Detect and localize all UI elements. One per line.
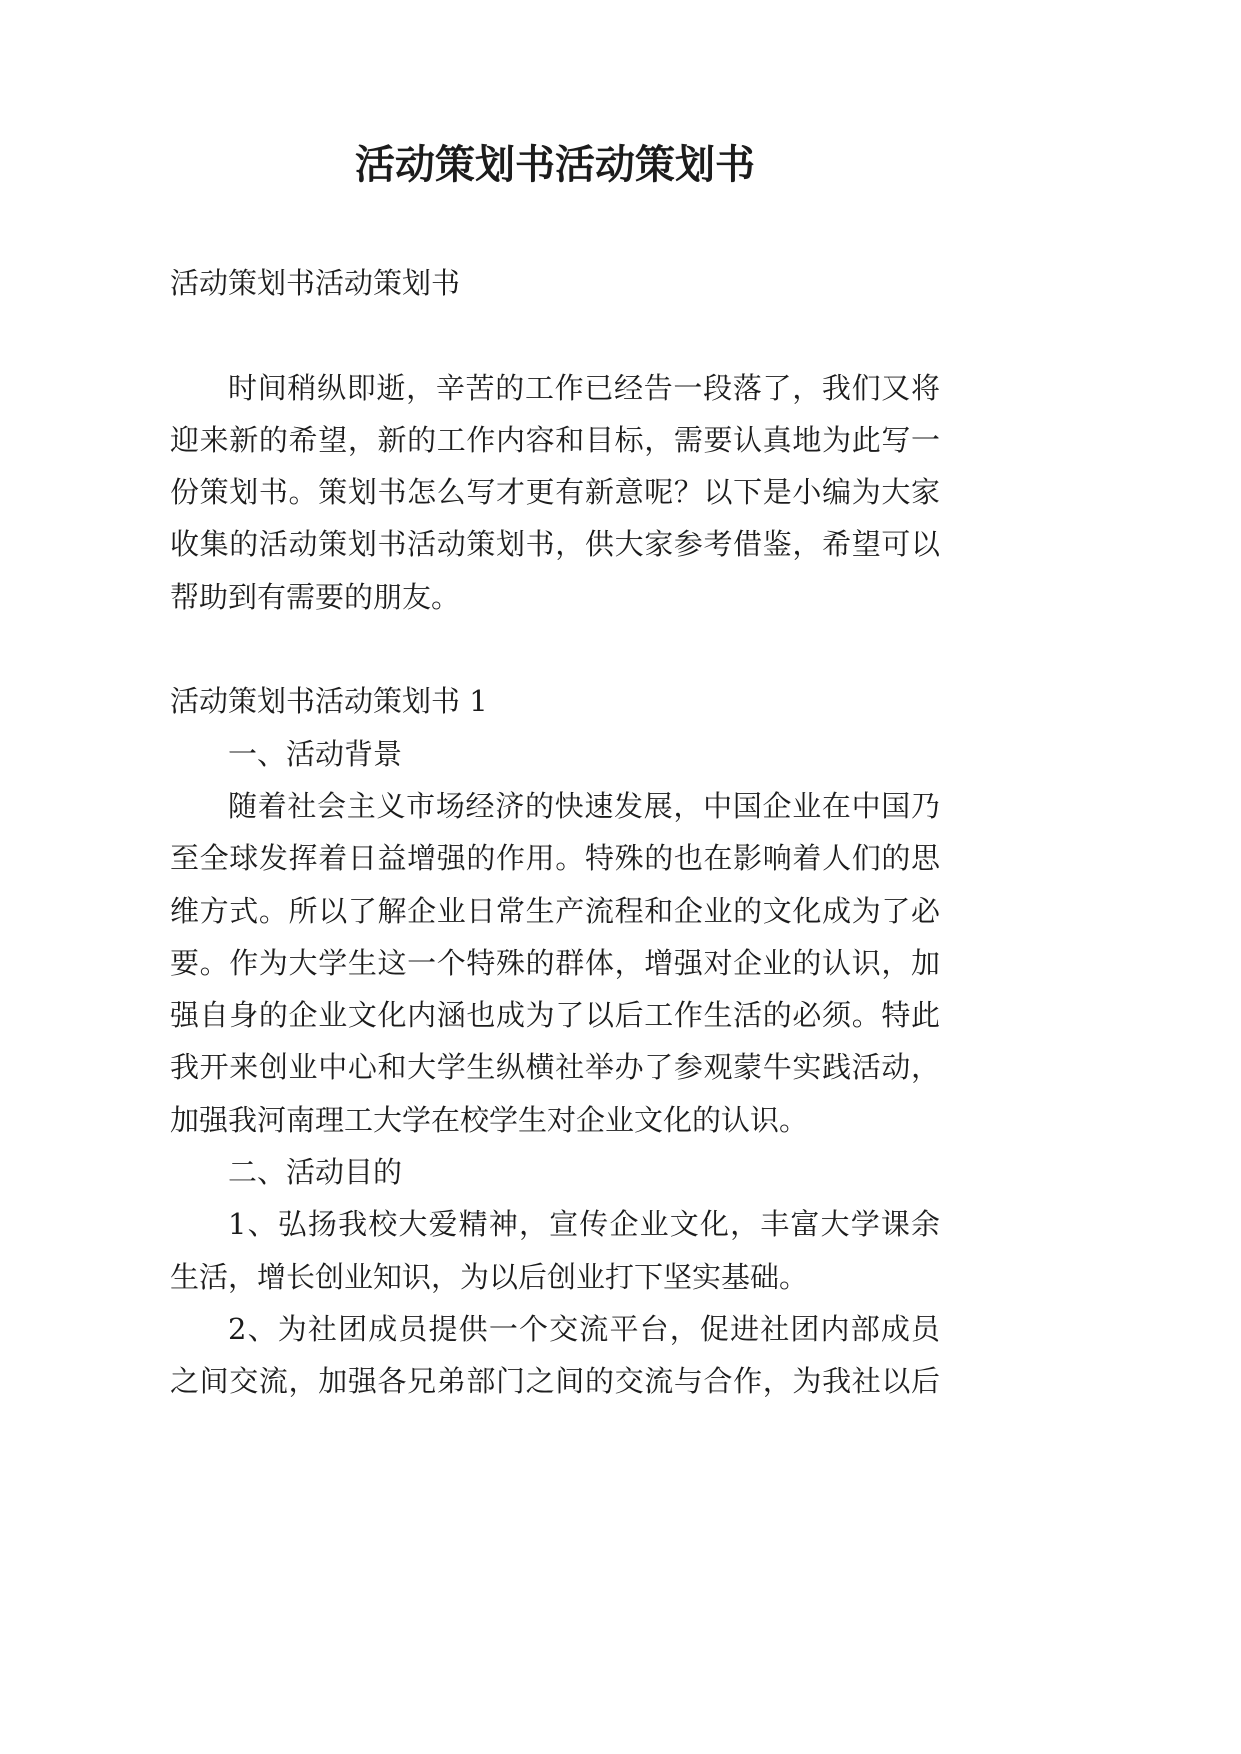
- text-line: 随着社会主义市场经济的快速发展，中国企业在中国乃: [228, 788, 940, 823]
- text-line: 维方式。所以了解企业日常生产流程和企业的文化成为了必: [170, 893, 940, 928]
- text-line: 帮助到有需要的朋友。: [170, 579, 461, 614]
- text-line: 加强我河南理工大学在校学生对企业文化的认识。: [170, 1102, 809, 1137]
- text-line: 1、弘扬我校大爱精神，宣传企业文化，丰富大学课余: [228, 1207, 940, 1242]
- text-line: 时间稍纵即逝，辛苦的工作已经告一段落了，我们又将: [228, 370, 940, 405]
- document-subtitle: 活动策划书活动策划书: [170, 266, 461, 300]
- text-line: 迎来新的希望，新的工作内容和目标，需要认真地为此写一: [170, 422, 940, 457]
- text-line: 份策划书。策划书怎么写才更有新意呢？以下是小编为大家: [170, 475, 940, 510]
- text-line: 我开来创业中心和大学生纵横社举办了参观蒙牛实践活动，: [170, 1050, 940, 1085]
- section-heading: 活动策划书活动策划书 1: [170, 684, 488, 719]
- document-body: [170, 257, 940, 1408]
- purpose-item-2: [170, 1303, 940, 1408]
- intro-paragraph: [170, 362, 940, 623]
- text-line: 强自身的企业文化内涵也成为了以后工作生活的必须。特此: [170, 998, 940, 1033]
- page-title: 活动策划书活动策划书: [355, 141, 755, 188]
- text-line: 至全球发挥着日益增强的作用。特殊的也在影响着人们的思: [170, 841, 940, 876]
- text-line: 要。作为大学生这一个特殊的群体，增强对企业的认识，加: [170, 945, 940, 980]
- text-line: 之间交流，加强各兄弟部门之间的交流与合作，为我社以后: [170, 1364, 940, 1399]
- background-paragraph: [170, 780, 940, 1146]
- purpose-heading: 二、活动目的: [228, 1155, 403, 1190]
- text-line: 2、为社团成员提供一个交流平台，促进社团内部成员: [228, 1311, 940, 1346]
- text-line: 收集的活动策划书活动策划书，供大家参考借鉴，希望可以: [170, 527, 940, 562]
- text-line: 生活，增长创业知识，为以后创业打下坚实基础。: [170, 1259, 809, 1294]
- purpose-item-1: [170, 1198, 940, 1303]
- background-heading: 一、活动背景: [228, 736, 403, 771]
